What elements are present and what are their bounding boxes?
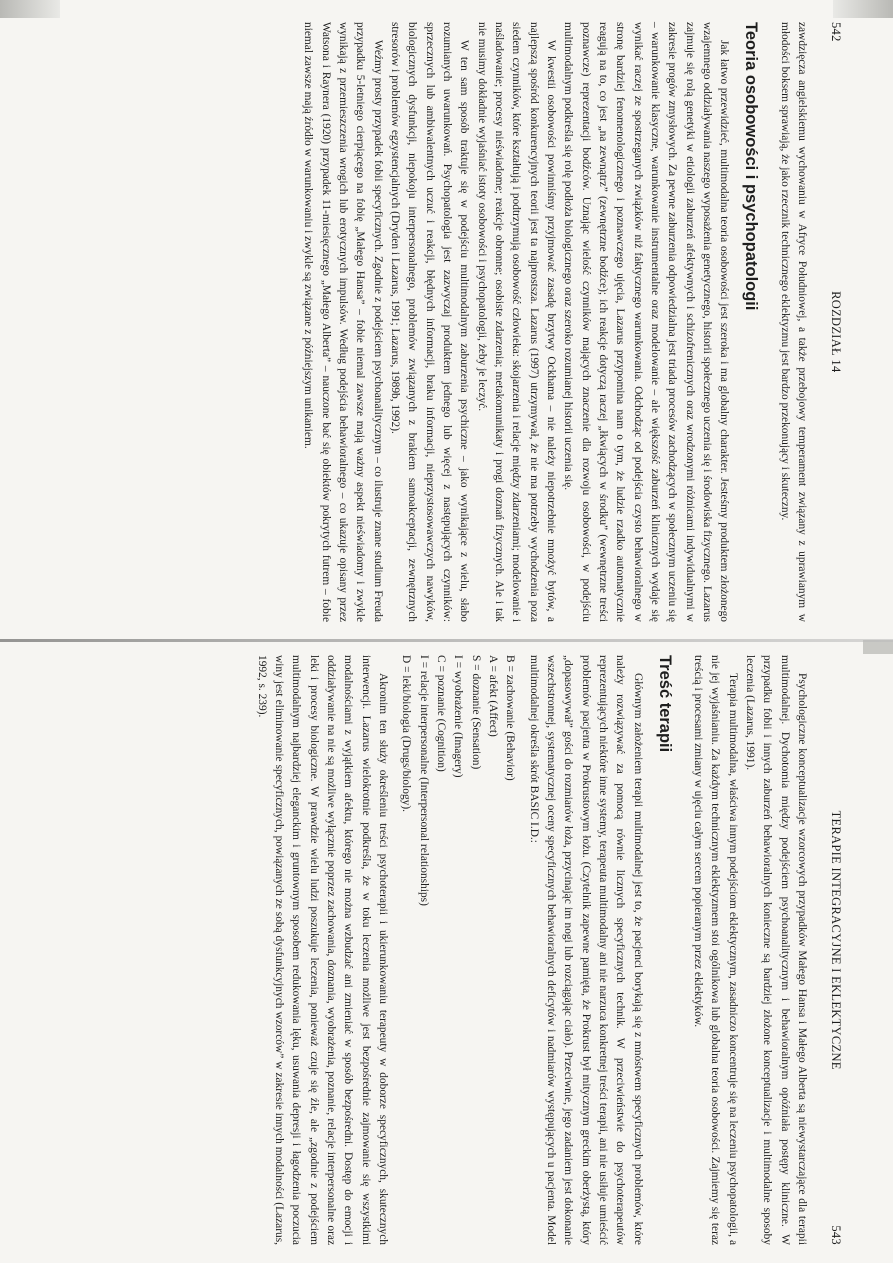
scan-shadow-top-left <box>0 0 60 18</box>
list-item: S = doznanie (Sensation) <box>469 655 482 770</box>
running-header <box>826 655 845 1245</box>
paragraph: zawdzięcza angielskiemu wychowaniu w Afryce Południowej, a także przebojowy temperament związany z uprawianym w młodości boksem sprawiają, że jako rzecznik technicznego eklektyzmu jest bardzo przekonujący i skuteczny. <box>778 22 808 622</box>
chapter-title: ROZDZIAŁ 14 <box>829 291 843 373</box>
basic-id-list <box>397 655 518 1245</box>
section-heading: Treść terapii <box>655 655 674 753</box>
list-item: I = wyobrażenie (Imagery) <box>452 655 465 778</box>
paragraph: Głównym założeniem terapii multimodalnej jest to, że pacjenci borykają się z mnóstwem specyficznych problemów, które należy rozwiązywać za pomocą równie licznych specyficznych technik. W przeciwieństwie do psychoterapeutów reprezentujących niektóre inne systemy, terapeuta multimodalny ani nie narzuca konkretnej treści terapii, ani nie usiłuje umieścić problemów pacjenta w Prokrustowym łożu. (Czytelnik zapewne pamięta, że Prokrust był mitycznym greckim oberżystą, który „dopasowywał” gości do rozmiarów łoża, przycinając im nogi lub rozciągając ciało). Przeciwnie, jego zadaniem jest dokonanie wszechstronnej, systematycznej oceny specyficznych behawioralnych deficytów i nadmiarów występujących u pacjenta. Model multimodalnej określa skrót BASIC I.D.: <box>527 655 644 1245</box>
list-item: C = poznanie (Cognition) <box>435 655 448 772</box>
book-spine <box>0 639 893 642</box>
paragraph: Weźmy prosty przypadek fobii specyficznych. Zgodnie z podejściem psychoanalitycznym – co ilustruje znane studium Freuda przypadku 5-letniego cierpiącego na fobię „Małego Hansa” – fobie niemal zawsze mają ważny aspekt nieświadomy i zwykle wynikają z przemieszczenia wrogich lub erotycznych impulsów. Według podejścia behawioralnego – co ukazuje opisany przez Watsona i Raynera (1920) przypadek 11-miesięcznego „Małego Alberta” – nauczone bać się obiektów pokrytych futrem – fobie niemal zawsze mają źródło w warunkowaniu i zwykle są związane z późniejszym unikaniem. <box>302 22 384 622</box>
list-item: D = leki/biologia (Drugs/biology). <box>400 655 413 813</box>
paragraph: W ten sam sposób traktuje się w podejściu multimodalnym zaburzenia psychiczne – jako wynikające z wielu, słabo rozumianych uwarunkowań. Psychopatologia jest zazwyczaj produktem jednego lub więcej z następujących czynników: sprzecznych lub ambiwalentnych uczuć i reakcji, błędnych informacji, braku informacji, nieprzystosowawczych nawyków, biologicznych dysfunkcji, niepokoju interpersonalnego, problemów związanych z brakiem samoakceptacji, zewnętrznych stresorów i problemów egzystencjalnych (Dryden i Lazarus, 1991; Lazarus, 1989b, 1992). <box>389 22 471 622</box>
list-item: A = afekt (Affect) <box>487 655 499 737</box>
paragraph: Akronim ten służy określeniu treści psychoterapii i ukierunkowaniu terapeuty w doborze specyficznych, skutecznych interwencji. Lazarus wielokrotnie podkreśla, że w toku leczenia możliwe jest bezpośrednie zajmowanie się wszystkimi modalnościami z wyjątkiem afektu, którego nie można wzbudzać ani zmieniać w sposób bezpośredni. Dostęp do emocji i oddziaływanie na nie są możliwe wyłącznie poprzez zachowania, doznania, wyobrażenia, poznanie, relacje interpersonalne oraz leki i procesy biologiczne. W prawdzie wielu ludzi poszukuje leczenia, ponieważ czuje się źle, ale „zgodnie z podejściem multimodalnym najbardziej eleganckim i gruntownym sposobem redukowania lęku, usuwania depresji i łagodzenia poczucia winy jest eliminowanie specyficznych, powiązanych ze sobą dysfunkcyjnych wzorców” w zakresie innych modalności (Lazarus, 1992, s. 239). <box>255 655 390 1245</box>
page-number: 542 <box>829 22 843 42</box>
page-542 <box>130 22 845 622</box>
chapter-title: TERAPIE INTEGRACYJNE I EKLEKTYCZNE <box>829 810 843 1070</box>
scan-shadow-right <box>863 640 893 654</box>
paragraph: Psychologiczne konceptualizacje wzorcowych przypadków Małego Hansa i Małego Alberta są niewystarczające dla terapii multimodalnej. Dychotomia między podejściem psychoanalitycznym i behawioralnym opóźniała postępy kliniczne. W przypadku fobii i innych zaburzeń behawioralnych konieczne są bardziej złożone konceptualizacje i multimodalne sposoby leczenia (Lazarus, 1991). <box>744 655 808 1245</box>
page-number: 543 <box>829 1225 843 1245</box>
paragraph: Jak łatwo przewidzieć, multimodalna teoria osobowości jest szeroka i ma globalny charakter. Jesteśmy produktem złożonego wzajemnego oddziaływania naszego wyposażenia genetycznego, historii społecznego uczenia się i środowiska fizycznego. Lazarus zajmuje się rolą genetyki w etiologii zaburzeń afektywnych i schizofrenicznych oraz wrodzonymi różnicami indywidualnymi w zakresie progów zmysłowych. Za pewne zaburzenia odpowiedzialna jest triada procesów zachodzących w społecznym uczeniu się – warunkowanie klasyczne, warunkowanie instrumentalne oraz modelowanie – ale większość zaburzeń klinicznych wydaje się wynikać raczej ze spostrzeganych związków niż faktycznego warunkowania. Odchodząc od podejścia czysto behawioralnego w stronę bardziej fenomenologicznego i poznawczego ujęcia, Lazarus przypomina nam o tym, że ludzie rzadko automatycznie reagują na to, co jest „na zewnątrz” (zewnętrzne bodźce); ich reakcje dotyczą raczej „łkwiących w środku” (wewnętrzne treści poznawcze) reprezentacji bodźców. Uznając wielość czynników mających znaczenie dla rozwoju osobowości, w podejściu multimodalnym podkreśla się rolę podłoża biologicznego oraz szeroko rozumianej historii uczenia się. <box>562 22 731 622</box>
running-header <box>826 22 845 622</box>
paragraph: Terapia multimodalna, właściwa innym podejściom eklektycznym, zasadniczo koncentruje się na leczeniu psychopatologii, a nie jej wyjaśnianiu. Za każdym technicznym eklektyzmem stoi ogólnikowa lub globalna teoria osobowości. Zajmiemy się teraz treścią i procesami zmiany w ujęciu całym sercem popieranym przez eklektyków. <box>692 655 739 1245</box>
section-heading: Teoria osobowości i psychopatologii <box>742 22 761 311</box>
page-543 <box>130 655 845 1245</box>
paragraph: W kwestii osobowości powinniśmy przyjmować zasadę brzytwy Ockhama – nie należy niepotrzebnie mnożyć bytów, a najlepszą spośród konkurencyjnych teorii jest ta najprostsza. Lazarus (1997) utrzymywał, że nie ma potrzeby wychodzenia poza siedem czynników, które kształtują i podtrzymują osobowość człowieka: skojarzenia i relacje między zdarzeniami; modelowanie i naśladowanie; procesy nieświadome; reakcje obronne; osobiste zdarzenia; metakomunikaty i progi doznań fizycznych. Ale i tak nie musimy dokładnie wyjaśniać istoty osobowości i psychopatologii, żeby je leczyć. <box>475 22 557 622</box>
list-item: I = relacje interpersonalne (Interpersonal relationships) <box>417 655 430 906</box>
scan-shadow-top-right <box>833 0 893 18</box>
list-item: B = zachowanie (Behavior) <box>504 655 517 781</box>
